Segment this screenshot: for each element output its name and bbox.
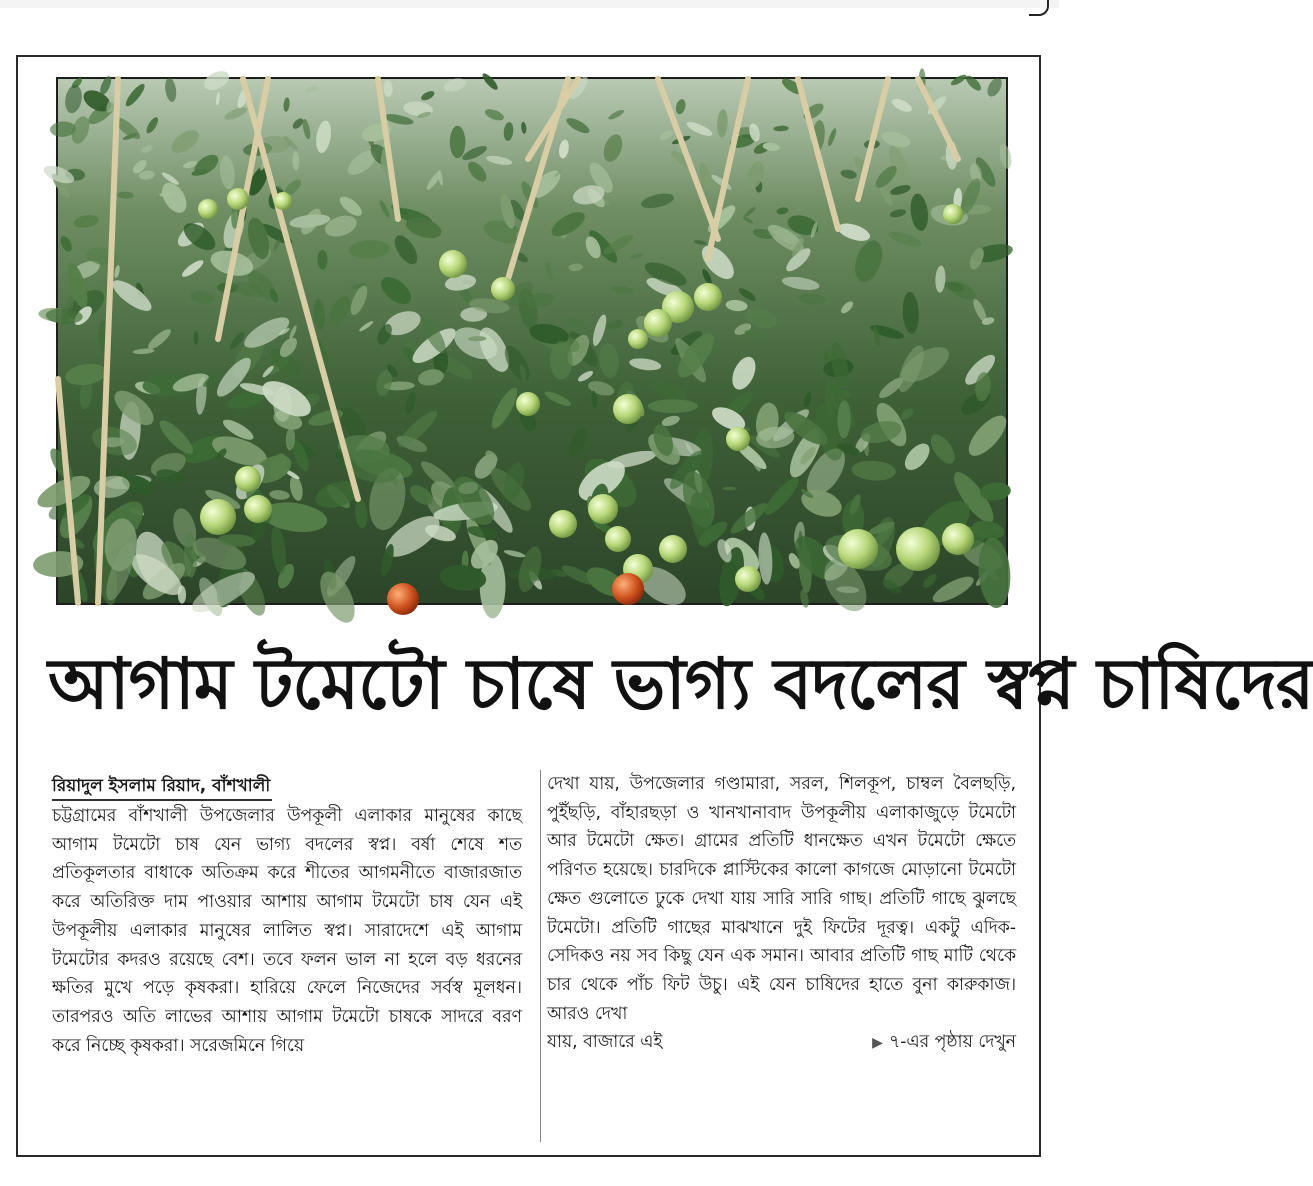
tomato xyxy=(628,329,648,349)
tomato xyxy=(659,535,687,563)
tomato xyxy=(200,499,236,535)
continuation-line xyxy=(547,1028,1016,1058)
leaf xyxy=(450,126,466,159)
tomato xyxy=(613,394,643,424)
tomato xyxy=(198,199,218,219)
page-top-strip xyxy=(0,0,1059,8)
tomato xyxy=(244,495,272,523)
tomato xyxy=(588,494,618,524)
tomato xyxy=(896,527,940,571)
continued-on-page-7: ৭-এর পৃষ্ঠায় দেখুন xyxy=(888,1032,1016,1053)
article-body-part2: দেখা যায়, উপজেলার গণ্ডামারা, সরল, শিলকূপ, চাম্বল বৈলছড়ি, পুইঁছড়ি, বাঁহারছড়া ও খানখানাবাদ উপকূলীয় এলাকাজুড়ে টমেটো আর টমেটো ক্ষেত। গ্রামের প্রতিটি ধানক্ষেত এখন টমেটো ক্ষেতে পরিণত হয়েছে। চারদিকে প্লাস্টিকের কালো কাগজে মোড়ানো টমেটো ক্ষেত গুলোতে ঢুকে দেখা যায় সারি সারি গাছ। প্রতিটি গাছে ঝুলছে টমেটো। প্রতিটি গাছের মাঝখানে দুই ফিটের দূরত্ব। একটু এদিক-সেদিকও নয় সব কিছু যেন এক সমান। আবার প্রতিটি গাছ মাটি থেকে চার থেকে পাঁচ ফিট উচু। এই যেন চাষিদের হাতে বুনা কারুকাজ। আরও দেখা xyxy=(547,774,1016,1024)
article-column-left xyxy=(52,772,522,1144)
tomato xyxy=(942,523,974,555)
tomato xyxy=(612,573,644,605)
tomato xyxy=(838,529,878,569)
tomato xyxy=(735,566,761,592)
article-body-part1: চট্টগ্রামের বাঁশখালী উপজেলার উপকূলী এলাকার মানুষের কাছে আগাম টমেটো চাষ যেন ভাগ্য বদলের স্বপ্ন। বর্ষা শেষে শত প্রতিকূলতার বাধাকে অতিক্রম করে শীতের আগমনীতে বাজারজাত করে অতিরিক্ত দাম পাওয়ার আশায় আগাম টমেটো চাষ যেন এই উপকূলীয় এলাকার মানুষের লালিত স্বপ্ন। সারাদেশে এই আগাম টমেটোর কদরও রয়েছে বেশ। তবে ফলন ভাল না হলে বড় ধরনের ক্ষতির মুখে পড়ে কৃষকরা। হারিয়ে ফেলে নিজেদের সর্বস্ব মূলধন। তারপরও অতি লাভের আশায় আগাম টমেটো চাষকে সাদরে বরণ করে নিচ্ছে কৃষকরা। সরেজমিনে গিয়ে xyxy=(52,806,522,1056)
tomato xyxy=(491,277,515,301)
page-corner xyxy=(1029,0,1049,16)
byline: রিয়াদুল ইসলাম রিয়াদ, বাঁশখালী xyxy=(52,773,272,801)
arrow-right-icon: ▶ xyxy=(872,1035,883,1052)
tomato xyxy=(227,188,249,210)
tomato xyxy=(387,583,419,615)
leaf xyxy=(648,399,698,413)
tomato xyxy=(943,204,963,224)
tomato-field-photo xyxy=(56,77,1008,605)
leaf xyxy=(798,531,803,548)
article-column-right xyxy=(540,770,1016,1142)
headline: আগাম টমেটো চাষে ভাগ্য বদলের স্বপ্ন চাষিদের xyxy=(48,643,1313,725)
tomato xyxy=(726,427,750,451)
tomato xyxy=(274,192,292,210)
tomato xyxy=(694,283,722,311)
tomato xyxy=(235,466,261,492)
newspaper-clipping xyxy=(16,55,1313,1157)
tomato xyxy=(439,250,467,278)
tomato xyxy=(516,392,540,416)
tomato xyxy=(644,309,672,337)
article-body-tail: যায়, বাজারে এই xyxy=(547,1032,663,1053)
tomato xyxy=(605,526,631,552)
tomato xyxy=(549,510,577,538)
